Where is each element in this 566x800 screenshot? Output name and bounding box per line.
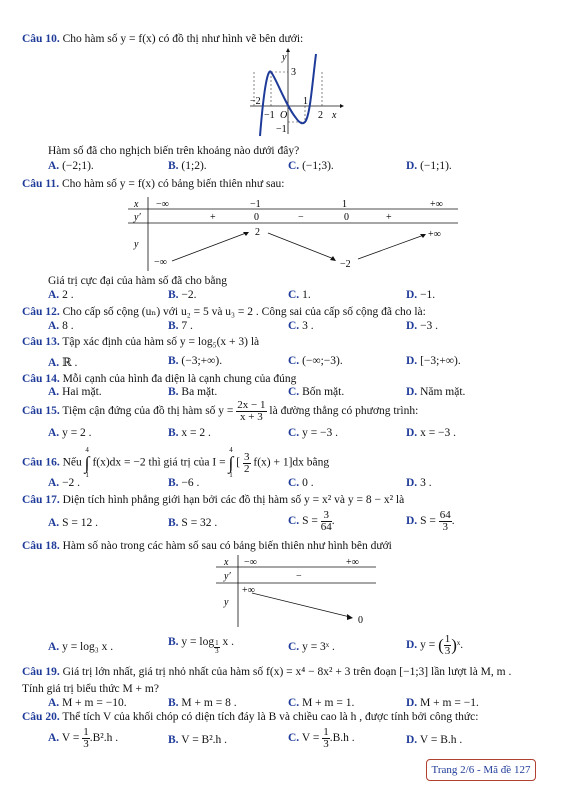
q19-label: Câu 19. <box>22 666 60 678</box>
q10-label: Câu 10. <box>22 33 60 45</box>
q19-text: Giá trị lớn nhất, giá trị nhỏ nhất của hàm số f(x) = x⁴ − 8x² + 3 trên đoạn [−1;3] lần lượt là M, m . <box>62 666 512 678</box>
q20-opt-c-label: C. <box>288 732 300 745</box>
q13-line <box>22 336 259 348</box>
q16-int1-upper: 4 <box>85 446 89 454</box>
q11-x-neg1: −1 <box>250 199 261 210</box>
q12-line <box>22 304 426 318</box>
q10-graph-2: 2 <box>318 110 323 121</box>
q14-label: Câu 14. <box>22 373 60 385</box>
q10-opt-c: (−1;3). <box>302 160 334 172</box>
q19-opt-b: M + m = 8 . <box>181 697 237 709</box>
q10-opt-b: (1;2). <box>181 160 207 172</box>
q11-y-label: y <box>134 239 139 250</box>
q20-opt-b-label: B. <box>168 734 179 746</box>
q15-opt-d-label: D. <box>406 427 418 439</box>
q15-opt-a: y = 2 . <box>62 427 92 439</box>
q11-sign-5: + <box>386 212 392 223</box>
q11-yp-label: y′ <box>134 212 141 223</box>
q20-opt-d-label: D. <box>406 734 418 746</box>
q18-yp-label: y′ <box>224 571 231 582</box>
q16-opt-d-label: D. <box>406 477 418 489</box>
q10-graph-negone-y: −1 <box>276 124 287 135</box>
q16-opt-c: 0 . <box>302 477 314 489</box>
q16-text-c: thì giá trị của I = <box>148 456 226 469</box>
q10-opt-d-label: D. <box>406 160 418 172</box>
q10-graph <box>246 46 346 138</box>
q13-opt-a-label: A. <box>48 357 60 369</box>
q19-text2: Tính giá trị biểu thức M + m? <box>22 683 159 695</box>
q14-line <box>22 373 296 385</box>
q19-opt-c: M + m = 1. <box>302 697 355 709</box>
q17-opt-d-num: 64 <box>439 509 451 521</box>
q13-opt-a: ℝ . <box>62 357 78 369</box>
q17-line <box>22 494 404 506</box>
q17-opt-c-post: . <box>331 515 335 528</box>
q14-opt-b: Ba mặt. <box>181 386 218 398</box>
q10-opt-a: (−2;1). <box>62 160 94 172</box>
q18-opt-d-pre: y = <box>420 639 436 652</box>
q15-fraction <box>236 400 266 423</box>
q14-opt-d: Năm mặt. <box>420 386 466 398</box>
q16-opt-d: 3 . <box>420 477 432 489</box>
q17-label: Câu 17. <box>22 494 60 506</box>
q13-text: Tập xác định của hàm số y = log₅(x + 3) là <box>62 336 260 348</box>
q17-opt-c-label: C. <box>288 515 300 528</box>
q10-line <box>22 33 303 45</box>
q11-text: Cho hàm số y = f(x) có bảng biến thiên như sau: <box>61 178 285 190</box>
q18-opt-a: y = log₃ x . <box>62 641 114 653</box>
q20-opt-c-den: 3 <box>323 738 329 750</box>
q18-sign: − <box>296 571 302 582</box>
q20-text: Thể tích V của khối chóp có diện tích đáy là B và chiều cao là h , được tính bởi công thức: <box>62 711 479 723</box>
q20-opt-c-frac <box>322 727 330 750</box>
q15-text-before: Tiệm cận đứng của đồ thị hàm số y = <box>62 405 234 418</box>
q11-question: Giá trị cực đại của hàm số đã cho bằng <box>48 275 227 287</box>
q18-opt-d-post: ˣ. <box>456 639 464 652</box>
q14-opt-b-label: B. <box>168 386 179 398</box>
q16-opt-c-label: C. <box>288 477 300 489</box>
q11-opt-a: 2 . <box>62 289 74 301</box>
q18-line <box>22 540 392 552</box>
q18-text: Hàm số nào trong các hàm số sau có bảng biến thiên như hình bên dưới <box>62 540 392 552</box>
q18-opt-d-num: 1 <box>444 633 451 645</box>
q13-opt-d: [−3;+∞). <box>420 355 461 367</box>
q16-int1-sign: ∫ <box>84 453 90 473</box>
q12-opt-a: 8 . <box>62 320 74 332</box>
q10-graph-3: 3 <box>291 67 296 78</box>
q11-label: Câu 11. <box>22 178 60 190</box>
q15-label: Câu 15. <box>22 405 60 418</box>
q16-fraction <box>243 452 251 475</box>
q17-opt-a-label: A. <box>48 517 60 529</box>
q11-x-neg-inf: −∞ <box>156 199 169 210</box>
q12-opt-c: 3 . <box>302 320 314 332</box>
q18-label: Câu 18. <box>22 540 60 552</box>
q20-opt-a-num: 1 <box>83 726 89 738</box>
q10-question: Hàm số đã cho nghịch biến trên khoảng nào dưới đây? <box>48 145 300 157</box>
q20-opt-c-num: 1 <box>323 726 329 738</box>
q18-opt-b-sub-den: 3 <box>215 647 219 655</box>
q18-y-label: y <box>224 597 229 608</box>
q18-opt-d-den: 3 <box>444 645 451 657</box>
q11-opt-b: −2. <box>181 289 197 301</box>
q15-opt-d: x = −3 . <box>420 427 457 439</box>
q17-opt-d-post: . <box>451 515 455 528</box>
q11-y-pos-inf: +∞ <box>428 229 441 240</box>
q11-opt-b-label: B. <box>168 289 179 301</box>
q18-x-label: x <box>224 557 229 568</box>
q14-text: Mỗi cạnh của hình đa diện là cạnh chung của đúng <box>62 373 297 385</box>
q17-opt-d-den: 3 <box>442 521 448 533</box>
q10-text: Cho hàm số y = f(x) có đồ thị như hình vẽ bên dưới: <box>62 33 304 45</box>
q16-line <box>22 447 329 479</box>
q16-opt-a: −2 . <box>62 477 81 489</box>
q18-y-bottom: 0 <box>358 615 363 626</box>
q20-opt-a-post: .B².h . <box>89 732 119 745</box>
q19-opt-c-label: C. <box>288 697 300 709</box>
q17-opt-c-frac <box>321 510 332 533</box>
q20-opt-a-label: A. <box>48 732 60 745</box>
q14-opt-d-label: D. <box>406 386 418 398</box>
q16-text-e: f(x) + 1]dx bằng <box>253 456 330 469</box>
q15-frac-num: 2x − 1 <box>237 399 266 411</box>
q14-opt-c: Bốn mặt. <box>302 386 345 398</box>
q14-opt-a: Hai mặt. <box>62 386 102 398</box>
q17-opt-c-pre: S = <box>302 515 318 528</box>
q11-y-neg-inf: −∞ <box>154 257 167 268</box>
q11-opt-c: 1. <box>302 289 311 301</box>
q10-graph-x: x <box>332 110 337 121</box>
q20-label: Câu 20. <box>22 711 60 723</box>
q17-opt-c-num: 3 <box>321 510 332 522</box>
q16-label: Câu 16. <box>22 456 60 469</box>
q15-opt-a-label: A. <box>48 427 60 439</box>
q18-opt-b-label: B. <box>168 636 179 648</box>
q16-text-a: Nếu <box>62 456 82 469</box>
q10-graph-y: y <box>282 52 287 63</box>
q11-sign-4: 0 <box>344 212 349 223</box>
q12-opt-a-label: A. <box>48 320 60 332</box>
q10-opt-a-label: A. <box>48 160 60 172</box>
q18-y-top: +∞ <box>242 585 255 596</box>
q11-x-1: 1 <box>342 199 347 210</box>
q19-opt-d: M + m = −1. <box>420 697 479 709</box>
q18-opt-b-pre: y = log <box>181 636 215 648</box>
q18-opt-d-rparen: ) <box>451 635 457 655</box>
q12-opt-d: −3 . <box>420 320 439 332</box>
q18-opt-c: y = 3ˣ . <box>302 641 335 653</box>
q12-text: Cho cấp số cộng (uₙ) với u₂ = 5 và u₃ = 2 . Công sai của cấp số cộng đã cho là: <box>62 306 426 318</box>
q20-line <box>22 711 478 723</box>
q11-y-neg2: −2 <box>340 259 351 270</box>
q11-opt-d-label: D. <box>406 289 418 301</box>
q10-opt-b-label: B. <box>168 160 179 172</box>
q15-opt-c: y = −3 . <box>302 427 339 439</box>
q18-opt-d-label: D. <box>406 639 418 652</box>
q18-opt-b-sub-num: 1 <box>215 639 219 647</box>
q16-opt-b: −6 . <box>181 477 200 489</box>
q16-text-b: f(x)dx = −2 <box>92 456 146 469</box>
q15-opt-b-label: B. <box>168 427 179 439</box>
q16-int2-bounds <box>228 447 233 479</box>
q16-int1-lower: 1 <box>85 471 89 479</box>
q15-frac-den: x + 3 <box>240 411 263 423</box>
q13-opt-c-label: C. <box>288 355 300 367</box>
q19-opt-d-label: D. <box>406 697 418 709</box>
q19-line <box>22 666 511 678</box>
q13-opt-c: (−∞;−3). <box>302 355 343 367</box>
q14-opt-a-label: A. <box>48 386 60 398</box>
q11-sign-1: + <box>210 212 216 223</box>
q17-opt-b: S = 32 . <box>181 517 218 529</box>
q16-int2-sign: ∫ <box>228 453 234 473</box>
q13-opt-d-label: D. <box>406 355 418 367</box>
q12-opt-c-label: C. <box>288 320 300 332</box>
q20-opt-a-pre: V = <box>61 732 80 745</box>
q20-opt-d: V = B.h . <box>419 734 463 746</box>
q11-y-2: 2 <box>255 227 260 238</box>
q15-text-after: là đường thẳng có phương trình: <box>269 405 419 418</box>
q17-opt-b-label: B. <box>168 517 179 529</box>
q11-opt-c-label: C. <box>288 289 300 301</box>
q11-sign-3: − <box>298 212 304 223</box>
q16-frac-num: 3 <box>244 450 250 463</box>
q19-opt-a: M + m = −10. <box>62 697 127 709</box>
q10-graph-O: O <box>280 110 288 121</box>
q15-opt-b: x = 2 . <box>181 427 211 439</box>
q18-x-left: −∞ <box>244 557 257 568</box>
q14-opt-c-label: C. <box>288 386 300 398</box>
q19-opt-b-label: B. <box>168 697 179 709</box>
q10-graph-neg1: −1 <box>264 110 275 121</box>
q12-label: Câu 12. <box>22 306 60 318</box>
q18-opt-b-post: x . <box>222 636 234 648</box>
q15-line <box>22 400 418 423</box>
q11-sign-2: 0 <box>254 212 259 223</box>
q18-variation-table <box>216 555 376 627</box>
q11-x-label: x <box>134 199 139 210</box>
q13-opt-b-label: B. <box>168 355 179 367</box>
q17-opt-c-den: 64 <box>320 521 332 533</box>
q16-int2-lower: 1 <box>229 471 233 479</box>
q11-opt-a-label: A. <box>48 289 60 301</box>
q18-opt-d-lparen: ( <box>438 635 444 655</box>
q17-opt-d-pre: S = <box>420 515 436 528</box>
q20-opt-a-den: 3 <box>83 738 89 750</box>
q10-graph-1: 1 <box>303 96 308 107</box>
q20-opt-c-post: .B.h . <box>329 732 355 745</box>
q12-opt-b-label: B. <box>168 320 179 332</box>
q11-variation-table <box>128 197 458 271</box>
q12-opt-b: 7 . <box>181 320 193 332</box>
q13-opt-b: (−3;+∞). <box>181 355 223 367</box>
q16-opt-a-label: A. <box>48 477 60 489</box>
q16-int2-upper: 4 <box>229 446 233 454</box>
q13-label: Câu 13. <box>22 336 60 348</box>
q10-graph-neg2: −2 <box>250 96 261 107</box>
q11-x-pos-inf: +∞ <box>430 199 443 210</box>
q16-text-d: [ <box>236 456 241 469</box>
q16-frac-den: 2 <box>244 462 250 475</box>
q20-opt-a-frac <box>82 727 90 750</box>
q12-opt-d-label: D. <box>406 320 418 332</box>
q15-opt-c-label: C. <box>288 427 300 439</box>
q17-text: Diện tích hình phẳng giới hạn bởi các đồ thị hàm số y = x² và y = 8 − x² là <box>62 494 405 506</box>
q10-opt-c-label: C. <box>288 160 300 172</box>
q16-opt-b-label: B. <box>168 477 179 489</box>
q17-opt-a: S = 12 . <box>62 517 98 529</box>
q10-opt-d: (−1;1). <box>420 160 452 172</box>
q11-opt-d: −1. <box>420 289 436 301</box>
q18-opt-b-sub <box>214 640 220 655</box>
page-footer: Trang 2/6 - Mã đề 127 <box>426 759 536 781</box>
q18-opt-a-label: A. <box>48 641 60 653</box>
q20-opt-b: V = B².h . <box>181 734 228 746</box>
q11-line <box>22 178 285 190</box>
q17-opt-d-label: D. <box>406 515 418 528</box>
q17-opt-d-frac <box>439 510 452 533</box>
q19-opt-a-label: A. <box>48 697 60 709</box>
q18-x-right: +∞ <box>346 557 359 568</box>
q16-int1-bounds <box>85 447 90 479</box>
q18-opt-c-label: C. <box>288 641 300 653</box>
q20-opt-c-pre: V = <box>301 732 320 745</box>
